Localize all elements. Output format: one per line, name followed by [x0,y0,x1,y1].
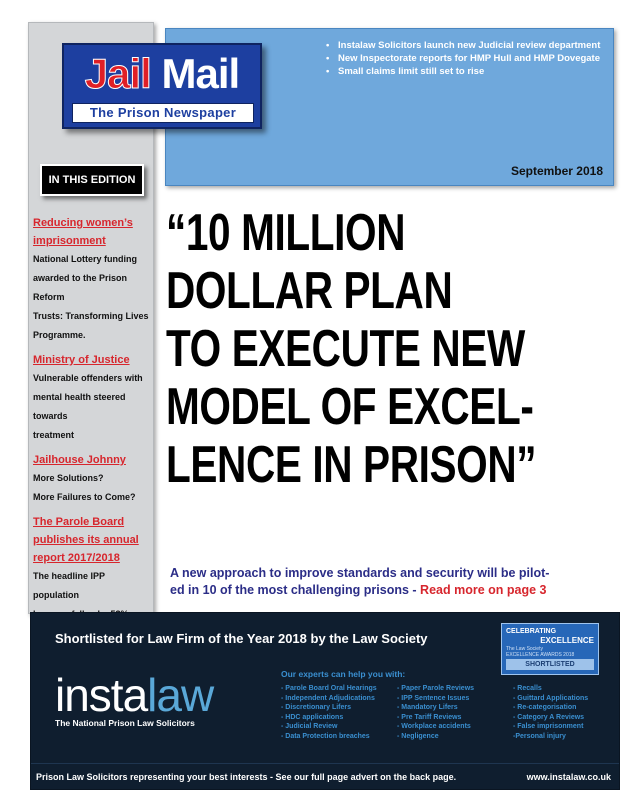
award-banner-2: EXCELLENCE [540,636,594,645]
experts-title: Our experts can help you with: [281,669,406,679]
in-this-edition-badge: IN THIS EDITION [40,164,144,196]
law-society-award-badge [501,623,599,675]
service-item: - Guittard Applications [513,694,589,702]
instalaw-logo[interactable] [55,671,213,719]
sidebar-article[interactable] [33,214,151,345]
logo-insta-text: insta [55,669,148,721]
masthead-title-mail: Mail [161,50,240,97]
award-year: 2018 [563,652,575,658]
article-summary: Programme. [33,330,86,340]
article-title[interactable]: Ministry of Justice [33,354,130,366]
shortlisted-label: SHORTLISTED [506,659,594,670]
logo-law-text: law [147,669,214,721]
article-summary: More Failures to Come? [33,492,136,502]
article-summary: More Solutions? [33,473,104,483]
masthead-title-jail: Jail [84,50,151,97]
sidebar-articles [33,214,151,668]
service-item: - IPP Sentence Issues [397,694,470,702]
service-item: - Workplace accidents [397,723,471,731]
award-org: The Law Society [506,646,543,652]
service-item: - Judicial Review [281,723,338,731]
award-excellence: EXCELLENCE [506,652,540,658]
subhead-line-2 [170,582,620,599]
subhead-line: A new approach to improve standards and security will be pilot- [170,566,550,580]
headline-line: MODEL OF EXCEL- [166,378,534,436]
service-item: - Data Protection breaches [281,732,370,740]
article-summary: treatment [33,430,75,440]
services-column [397,684,474,742]
top-headline[interactable]: • New Inspectorate reports for HMP Hull and HMP Dovegate [326,52,600,65]
article-title[interactable]: The Parole Board [33,516,125,528]
service-item: - False imprisonment [513,723,584,731]
article-title[interactable]: publishes its annual [33,534,139,546]
read-more-link[interactable]: Read more on page 3 [420,583,547,597]
advert-footer [31,763,619,791]
services-column [513,684,588,742]
instalaw-tagline: The National Prison Law Solicitors [55,718,195,728]
main-subheadline [170,565,620,599]
article-title[interactable]: Jailhouse Johnny [33,454,126,466]
masthead-logo[interactable] [62,43,262,129]
award-line [506,652,594,658]
service-item: - Recalls [513,685,542,692]
headline-line: DOLLAR PLAN [166,262,453,320]
headline-line: TO EXECUTE NEW [166,320,525,378]
article-title[interactable]: Reducing women’s [33,217,133,229]
masthead-subtitle: The Prison Newspaper [72,103,254,123]
main-headline[interactable] [166,204,537,494]
article-summary: Trusts: Transforming Lives [33,311,149,321]
article-summary: The headline IPP population [33,571,105,600]
article-summary: awarded to the Prison Reform [33,273,128,302]
award-awards: AWARDS [540,652,562,658]
masthead-title [64,51,260,97]
headline-line: LENCE IN PRISON” [166,436,537,494]
issue-date: September 2018 [510,164,603,178]
services-column [281,684,377,742]
service-item: -Personal injury [513,732,566,740]
article-summary: Vulnerable offenders with [33,373,143,383]
service-item: - Pre Tariff Reviews [397,713,462,721]
advert-heading: Shortlisted for Law Firm of the Year 2018 by the Law Society [55,631,428,646]
subhead-text: ed in 10 of the most challenging prisons - [170,583,417,597]
advert-footer-text: Prison Law Solicitors representing your best interests - See our full page advert on the back page. [36,772,457,782]
service-item: - HDC applications [281,713,344,721]
service-item: - Paper Parole Reviews [397,685,475,692]
service-item: - Discretionary Lifers [281,704,352,712]
instalaw-website-link[interactable]: www.instalaw.co.uk [526,772,611,782]
award-banner-1: CELEBRATING [506,628,557,635]
sidebar-article[interactable] [33,451,151,507]
article-title[interactable]: imprisonment [33,235,106,247]
article-summary: National Lottery funding [33,254,137,264]
award-banner [506,627,594,636]
service-item: - Mandatory Lifers [397,704,458,712]
article-summary: mental health steered towards [33,392,126,421]
service-item: - Negligence [397,732,439,740]
top-headline[interactable]: • Small claims limit still set to rise [326,65,600,78]
instalaw-advert[interactable] [30,612,620,790]
service-item: - Category A Reviews [513,713,585,721]
article-title[interactable]: report 2017/2018 [33,552,120,564]
service-item: - Parole Board Oral Hearings [281,685,377,692]
headline-line: “10 MILLION [166,204,406,262]
service-item: - Re-categorisation [513,704,577,712]
top-headline[interactable]: • Instalaw Solicitors launch new Judicial review department [326,39,600,52]
sidebar-article[interactable] [33,351,151,445]
top-headlines-list [326,39,600,78]
service-item: - Independent Adjudications [281,694,375,702]
